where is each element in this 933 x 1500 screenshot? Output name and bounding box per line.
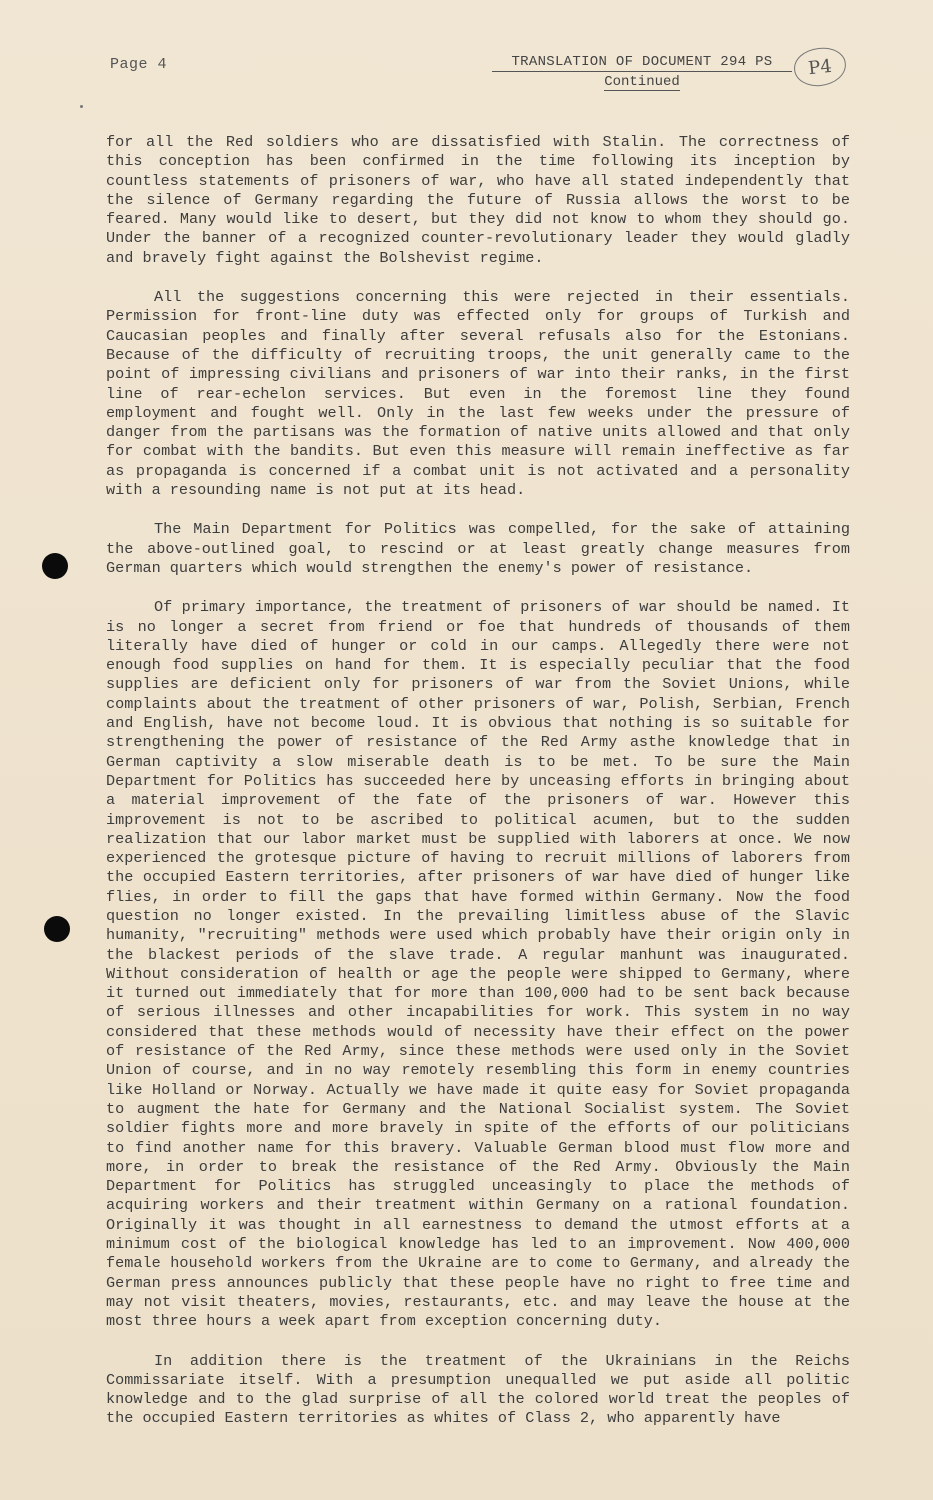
paragraph-3: The Main Department for Politics was compelled, for the sake of attaining the above-outlined goal, to rescind or at least greatly change measures from German quarters which would strengthen the enemy's power of resistance.: [106, 520, 850, 577]
paragraph-5: In addition there is the treatment of the Ukrainians in the Reichs Commissariate itself. With a presumption unequalled we put aside all politic knowledge and to the glad surprise of all the colored world treat the peoples of the occupied Eastern territories as whites of Class 2, who apparently have: [106, 1351, 850, 1428]
document-subtitle: Continued: [604, 74, 680, 90]
document-title: TRANSLATION OF DOCUMENT 294 PS: [492, 54, 792, 72]
ink-dot: [80, 105, 83, 108]
paragraph-2: All the suggestions concerning this were rejected in their essentials. Permission for front-line duty was effected only for groups of Turkish and Caucasian peoples and finally after several refusals also for the Estonians. Because of the difficulty of recruiting troops, the unit generally came to the point of impressing civilians and prisoners of war into their ranks, in the first line of rear-echelon services. But even in the foremost line they found employment and fought well. Only in the last few weeks under the pressure of danger from the partisans was the formation of native units allowed and that only for combat with the bandits. But even this measure will remain ineffective as far as propaganda is concerned if a combat unit is not activated and a personality with a resounding name is not put at its head.: [106, 288, 850, 500]
document-header: [492, 54, 792, 91]
punch-hole-upper: [42, 553, 68, 579]
paragraph-1: for all the Red soldiers who are dissatisfied with Stalin. The correctness of this conception has been confirmed in the time following its inception by countless statements of prisoners of war, who have all stated independently that the silence of Germany regarding the future of Russia allows the worst to be feared. Many would like to desert, but they did not know to whom they should go. Under the banner of a recognized counter-revolutionary leader they would gladly and bravely fight against the Bolshevist regime.: [106, 133, 850, 267]
page-stamp: P4: [792, 45, 848, 88]
document-body: [106, 133, 850, 1449]
punch-hole-lower: [44, 916, 70, 942]
page-number: Page 4: [110, 56, 168, 73]
paragraph-4: Of primary importance, the treatment of prisoners of war should be named. It is no longer a secret from friend or foe that hundreds of thousands of them literally have died of hunger or cold in our camps. Allegedly there were not enough food supplies on hand for them. It is especially peculiar that the food supplies are deficient only for prisoners of war from the Soviet Unions, while complaints about the treatment of other prisoners of war, Polish, Serbian, French and English, have not become loud. It is obvious that nothing is so suitable for strengthening the power of resistance of the Red Army asthe knowledge that in German captivity a slow miserable death is to be met. To be sure the Main Department for Politics has succeeded here by unceasing efforts in bringing about a material improvement of the fate of the prisoners of war. However this improvement is not to be ascribed to political acumen, but to the sudden realization that our labor market must be supplied with laborers at once. We now experienced the grotesque picture of having to recruit millions of laborers from the occupied Eastern territories, after prisoners of war have died of hunger like flies, in order to fill the gaps that have formed within Germany. Now the food question no longer existed. In the prevailing limitless abuse of the Slavic humanity, "recruiting" methods were used which probably have their origin only in the blackest periods of the slave trade. A regular manhunt was inaugurated. Without consideration of health or age the people were shipped to Germany, where it turned out immediately that for more than 100,000 had to be sent back because of serious illnesses and other incapabilities for work. This system in no way considered that these methods would of necessity have their effect on the power of resistance of the Red Army, since these methods were used only in the Soviet Union of course, and in no way remotely resembling this form in enemy countries like Holland or Norway. Actually we have made it quite easy for Soviet propaganda to augment the hate for Germany and the National Socialist system. The Soviet soldier fights more and more bravely in spite of the efforts of our politicians to find another name for this bravery. Valuable German blood must flow more and more, in order to break the resistance of the Red Army. Obviously the Main Department for Politics has struggled unceasingly to place the methods of acquiring workers and their treatment within Germany on a rational foundation. Originally it was thought in all earnestness to demand the utmost efforts at a minimum cost of the biological knowledge has led to an improvement. Now 400,000 female household workers from the Ukraine are to come to Germany, and already the German press announces publicly that these people have no right to free time and may not visit theaters, movies, restaurants, etc. and may leave the house at the most three hours a week apart from exception concerning duty.: [106, 598, 850, 1331]
